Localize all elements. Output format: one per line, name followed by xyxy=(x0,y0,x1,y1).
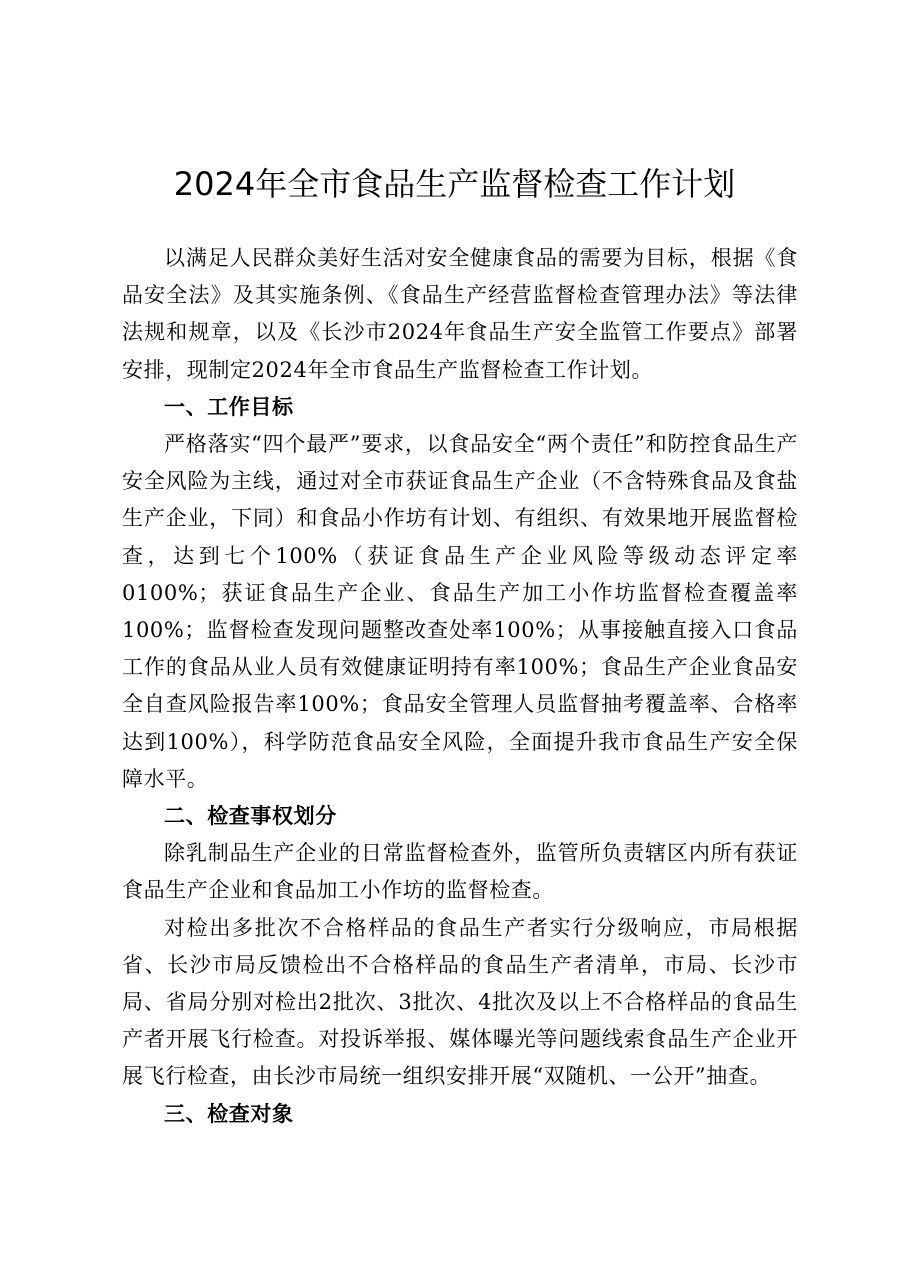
section-heading-work-goals: 一、工作目标 xyxy=(164,394,294,419)
inspection-authority-paragraph-1: 除乳制品生产企业的日常监督检查外，监管所负责辖区内所有获证食品生产企业和食品加工小作坊的监督检查。 xyxy=(122,841,798,903)
section-heading-inspection-targets: 三、检查对象 xyxy=(164,1101,294,1126)
work-goals-paragraph: 严格落实“四个最严”要求，以食品安全“两个责任”和防控食品生产安全风险为主线，通过对全市获证食品生产企业（不含特殊食品及食盐生产企业，下同）和食品小作坊有计划、有组织、有效果地开展监督检查，达到七个100%（获证食品生产企业风险等级动态评定率0100%；获证食品生产企业、食品生产加工小作坊监督检查覆盖率100%；监督检查发现问题整改查处率100%；从事接触直接入口食品工作的食品从业人员有效健康证明持有率100%；食品生产企业食品安全自查风险报告率100%；食品安全管理人员监督抽考覆盖率、合格率达到100%），科学防范食品安全风险，全面提升我市食品生产安全保障水平。 xyxy=(122,432,798,791)
inspection-authority-paragraph-2: 对检出多批次不合格样品的食品生产者实行分级响应，市局根据省、长沙市局反馈检出不合格样品的食品生产者清单，市局、长沙市局、省局分别对检出2批次、3批次、4批次及以上不合格样品的食品生产者开展飞行检查。对投诉举报、媒体曝光等问题线索食品生产企业开展飞行检查，由长沙市局统一组织安排开展“双随机、一公开”抽查。 xyxy=(122,915,798,1089)
document-title: 2024年全市食品生产监督检查工作计划 xyxy=(173,165,736,203)
document-body xyxy=(122,240,798,1133)
intro-paragraph: 以满足人民群众美好生活对安全健康食品的需要为目标，根据《食品安全法》及其实施条例、《食品生产经营监督检查管理办法》等法律法规和规章，以及《长沙市2024年食品生产安全监管工作要点》部署安排，现制定2024年全市食品生产监督检查工作计划。 xyxy=(122,246,798,382)
section-heading-inspection-authority: 二、检查事权划分 xyxy=(164,804,337,829)
